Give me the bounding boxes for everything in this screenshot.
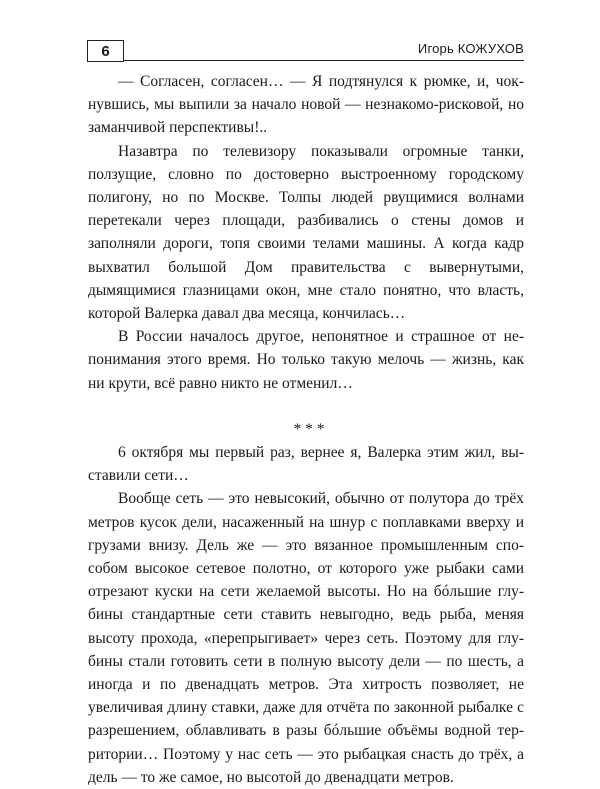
paragraph: Вообще сеть — это невысокий, обычно от полутора до трёх метров кусок дели, насаженный на шнур с поплавками вверху и грузами внизу. Дель же — это вязанное промышленным способом высокое сетевое полотно, от которого уже рыбаки сами отрезают куски на сети желаемой высоты. Но на бóльшие глубины стандартные сети ставить невыгодно, ведь рыба, меняя высоту прохода, «перепрыгивает» через сеть. Поэтому для глубины стали готовить сети в полную высоту дели — по шесть, а иногда и по двенадцать метров. Эта хитрость позволяет, не увеличивая длину ставки, даже для отчёта по законной рыбалке с разрешением, облавливать в разы бóльшие объёмы водной территории… Поэтому у нас сеть — это рыбацкая снасть до трёх, а дель — то же самое, но высотой до двенадцати метров. [88, 490, 524, 786]
header-rule [124, 60, 524, 61]
paragraph: В России началось другое, непонятное и страшное от непонимания этого время. Но только такую мелочь — жизнь, как ни крути, всё равно никто не отменил… [88, 328, 524, 392]
paragraph: — Согласен, согласен… — Я подтянулся к рюмке, и, чокнувшись, мы выпили за начало новой — незнакомо-рисковой, но заманчивой перспективы!.. [88, 73, 524, 137]
body-text [88, 70, 524, 789]
paragraph: Назавтра по телевизору показывали огромные танки, ползущие, словно по достоверно выстроенному городскому полигону, но по Москве. Толпы людей рвущимися волнами перетекали через площади, разбивались о стены домов и заполняли дороги, топя своими телами машины. А когда кадр выхватил большой Дом правительства с вывернутыми, дымящимися глазницами окон, мне стало понятно, что власть, которой Валерка давал два месяца, кончилась… [88, 142, 524, 323]
section-separator: * * * [293, 420, 325, 438]
page-header [87, 40, 524, 64]
running-head: Игорь КОЖУХОВ [417, 41, 524, 56]
paragraph: 6 октября мы первый раз, вернее я, Валерка этим жил, выставили сети… [88, 444, 524, 485]
page-number: 6 [87, 40, 124, 62]
